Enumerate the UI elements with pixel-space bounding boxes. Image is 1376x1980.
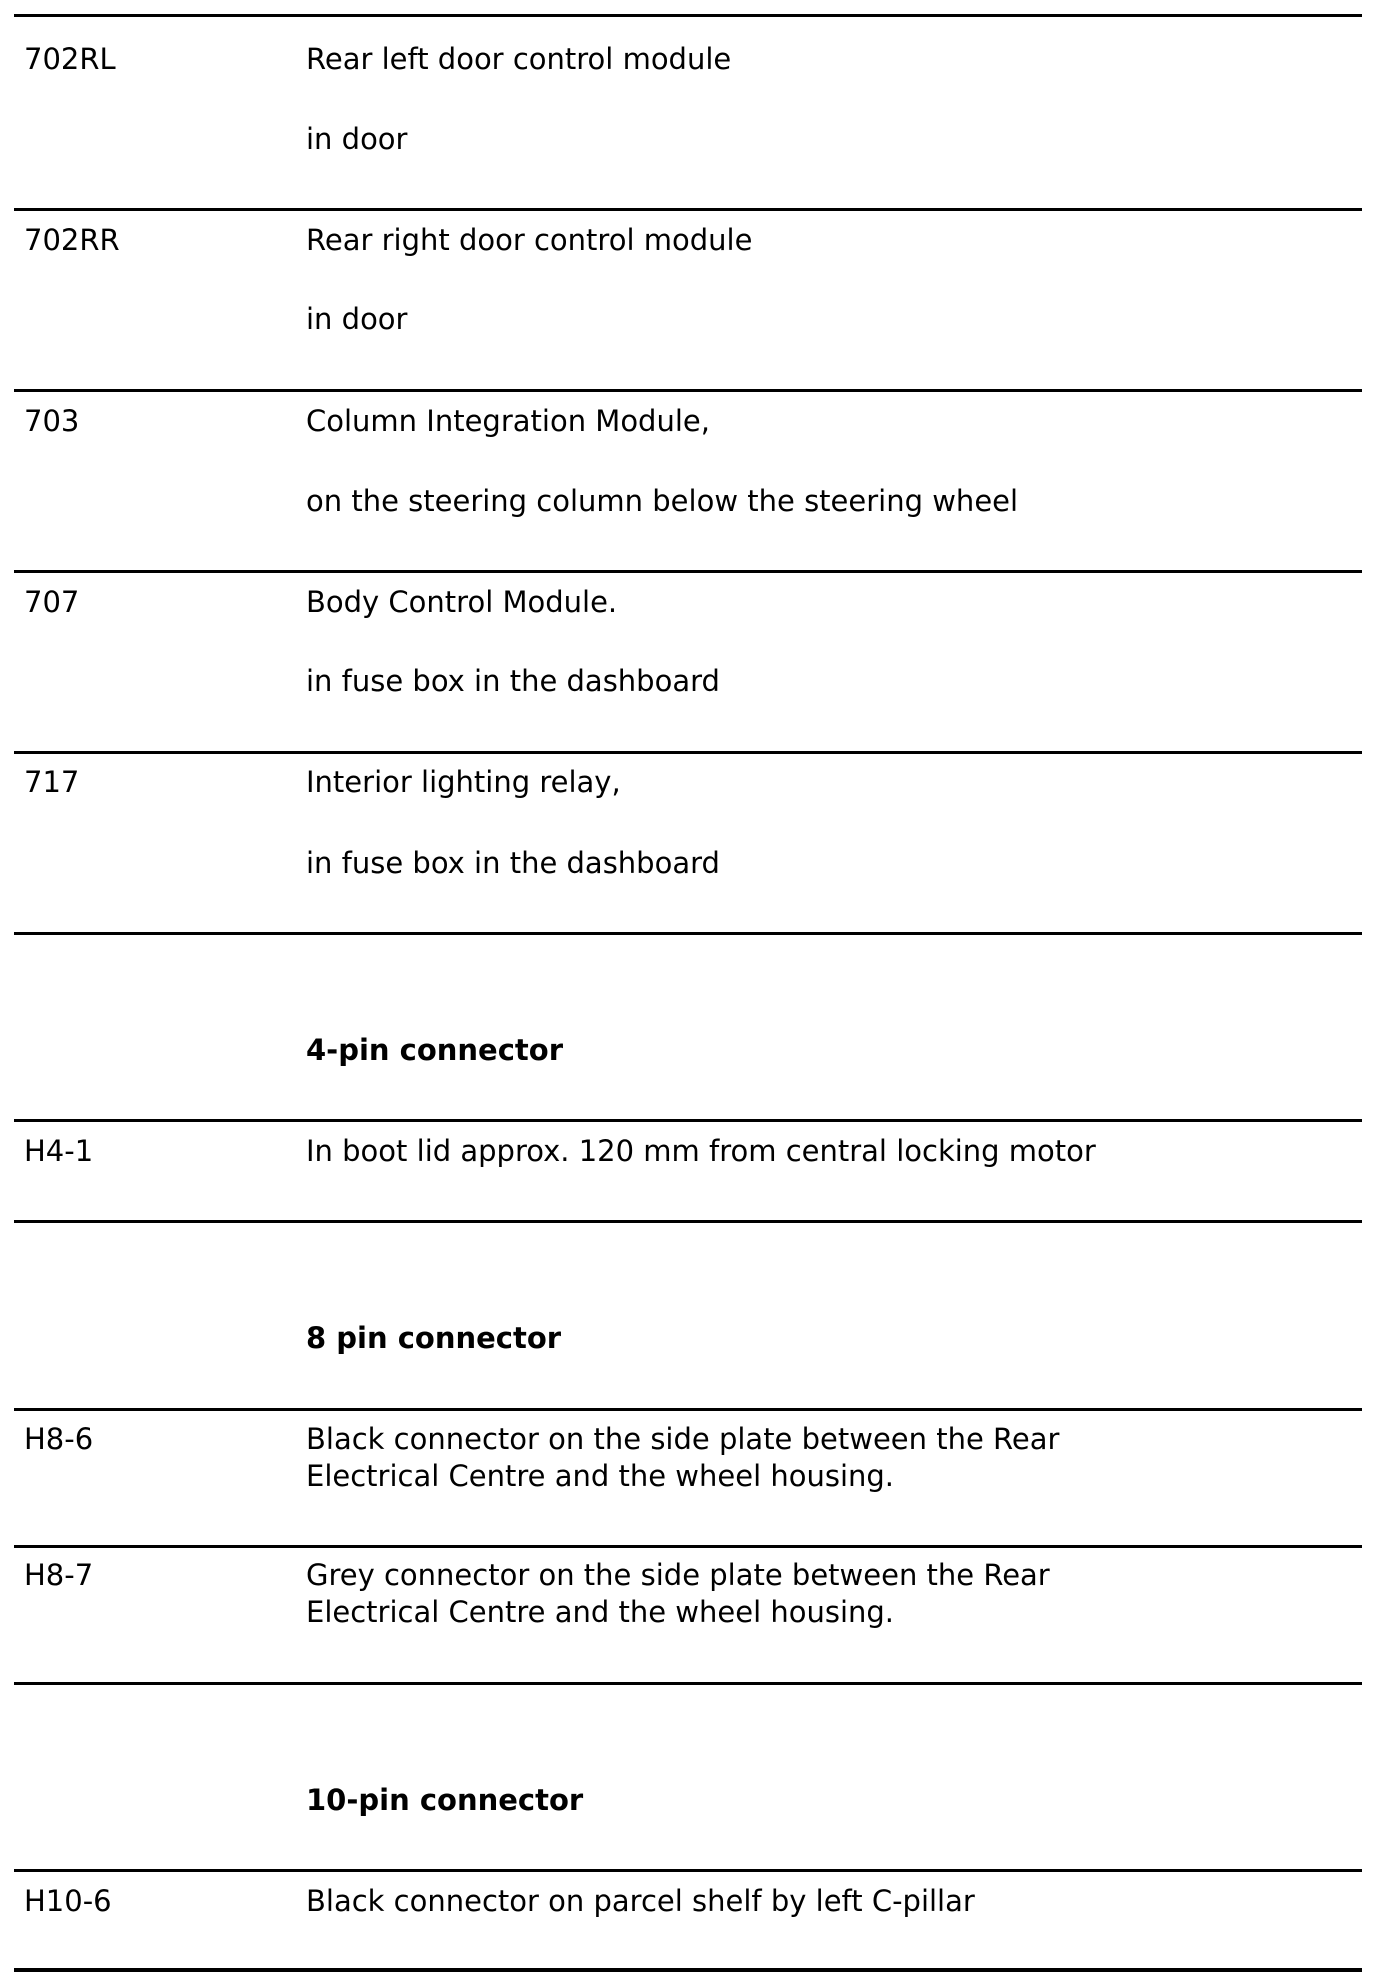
connector-location: Grey connector on the side plate between the Rear	[306, 1558, 1050, 1592]
component-code: 702RR	[24, 223, 120, 257]
row-divider	[14, 1220, 1362, 1223]
row-divider	[14, 932, 1362, 935]
component-code: 702RL	[24, 42, 116, 76]
component-code: 703	[24, 404, 80, 438]
row-divider	[14, 389, 1362, 392]
connector-location-cont: Electrical Centre and the wheel housing.	[306, 1595, 895, 1629]
component-code: 717	[24, 765, 80, 799]
component-location: in door	[306, 122, 408, 156]
connector-location: Black connector on the side plate between the Rear	[306, 1422, 1060, 1456]
row-divider	[14, 1545, 1362, 1548]
component-description: Interior lighting relay,	[306, 765, 621, 799]
row-divider	[14, 1682, 1362, 1685]
row-divider	[14, 751, 1362, 754]
component-location: in fuse box in the dashboard	[306, 664, 720, 698]
section-heading-4pin: 4-pin connector	[306, 1033, 564, 1067]
section-rule	[14, 1119, 1362, 1122]
connector-location: Black connector on parcel shelf by left C-pillar	[306, 1884, 975, 1918]
component-description: Column Integration Module,	[306, 404, 710, 438]
connector-code: H4-1	[24, 1134, 94, 1168]
section-heading-10pin: 10-pin connector	[306, 1783, 584, 1817]
component-description: Rear left door control module	[306, 42, 732, 76]
section-rule	[14, 1408, 1362, 1411]
component-description: Rear right door control module	[306, 223, 753, 257]
connector-code: H8-7	[24, 1558, 94, 1592]
section-heading-8pin: 8 pin connector	[306, 1321, 562, 1355]
row-divider	[14, 208, 1362, 211]
connector-location: In boot lid approx. 120 mm from central locking motor	[306, 1134, 1096, 1168]
row-divider	[14, 570, 1362, 573]
connector-code: H8-6	[24, 1422, 94, 1456]
section-rule	[14, 1869, 1362, 1872]
table-bottom-rule	[14, 1968, 1362, 1972]
component-location: in door	[306, 302, 408, 336]
component-code: 707	[24, 585, 80, 619]
component-location: in fuse box in the dashboard	[306, 846, 720, 880]
component-location: on the steering column below the steering wheel	[306, 484, 1019, 518]
connector-location-cont: Electrical Centre and the wheel housing.	[306, 1459, 895, 1493]
table-top-rule	[14, 14, 1362, 17]
connector-code: H10-6	[24, 1884, 112, 1918]
component-description: Body Control Module.	[306, 585, 618, 619]
